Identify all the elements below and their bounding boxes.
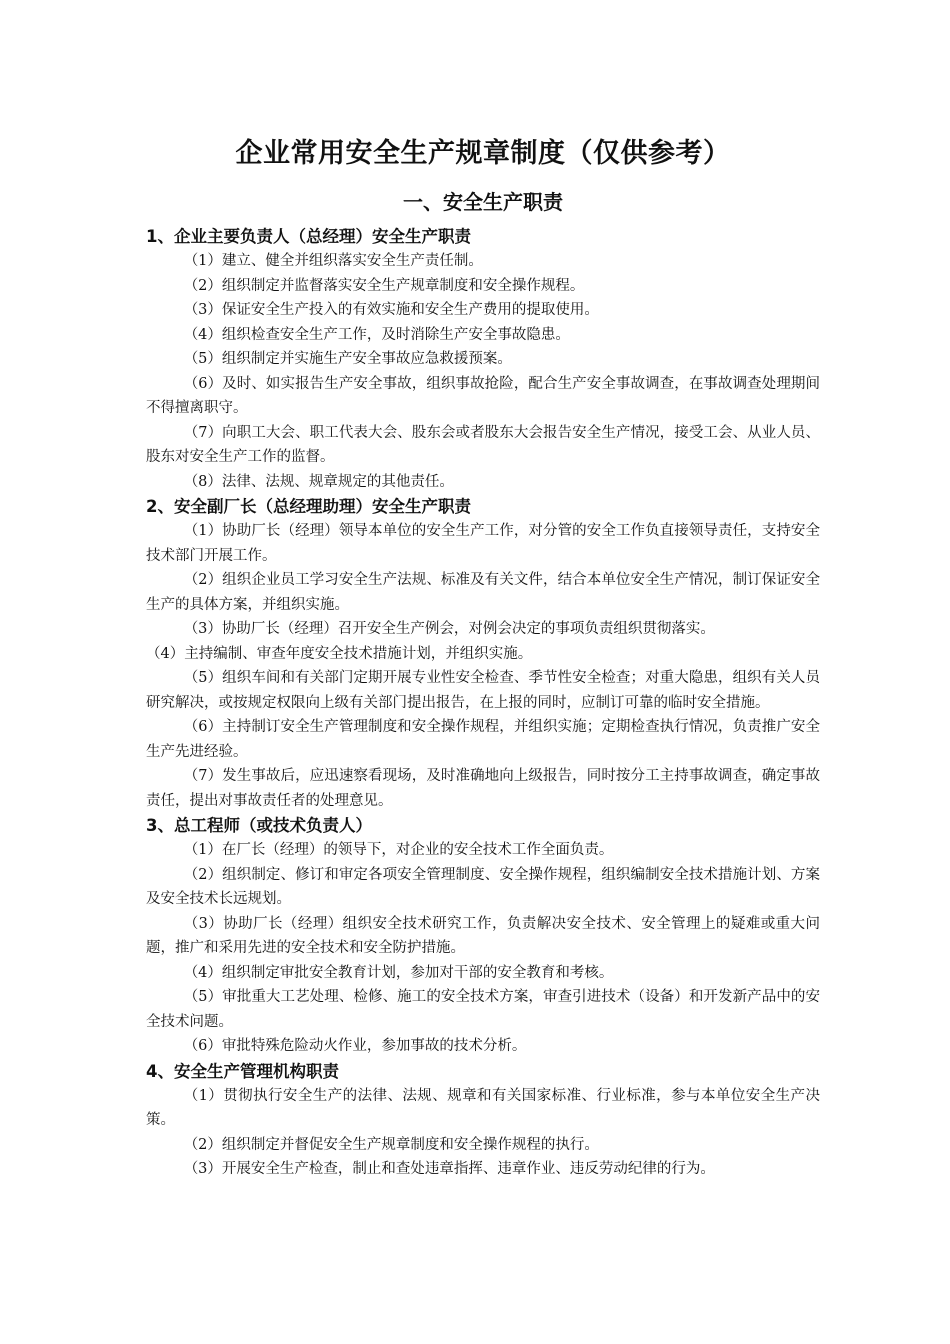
paragraph: （6）主持制订安全生产管理制度和安全操作规程，并组织实施；定期检查执行情况，负责推广安全生产先进经验。	[146, 719, 820, 760]
paragraph: （1）建立、健全并组织落实安全生产责任制。	[183, 253, 483, 269]
paragraph: （1）贯彻执行安全生产的法律、法规、规章和有关国家标准、行业标准，参与本单位安全生产决策。	[146, 1087, 820, 1128]
paragraph: （7）发生事故后，应迅速察看现场，及时准确地向上级报告，同时按分工主持事故调查，确定事故责任，提出对事故责任者的处理意见。	[146, 768, 820, 809]
paragraph: （2）组织企业员工学习安全生产法规、标准及有关文件，结合本单位安全生产情况，制订保证安全生产的具体方案，并组织实施。	[146, 572, 820, 613]
group-2	[146, 494, 820, 813]
paragraph: （3）协助厂长（经理）召开安全生产例会，对例会决定的事项负责组织贯彻落实。	[183, 621, 715, 637]
group-heading: 1、企业主要负责人（总经理）安全生产职责	[146, 227, 471, 246]
paragraph: （8）法律、法规、规章规定的其他责任。	[183, 473, 454, 490]
paragraph: （1）协助厂长（经理）领导本单位的安全生产工作，对分管的安全工作负直接领导责任，支持安全技术部门开展工作。	[146, 523, 820, 564]
group-heading: 3、总工程师（或技术负责人）	[146, 816, 372, 835]
group-1	[146, 224, 820, 494]
paragraph: （3）保证安全生产投入的有效实施和安全生产费用的提取使用。	[183, 302, 599, 318]
paragraph: （3）开展安全生产检查，制止和查处违章指挥、违章作业、违反劳动纪律的行为。	[183, 1161, 715, 1177]
paragraph: （4）主持编制、审查年度安全技术措施计划，并组织实施。	[146, 645, 533, 662]
paragraph: （5）审批重大工艺处理、检修、施工的安全技术方案，审查引进技术（设备）和开发新产品中的安全技术问题。	[146, 989, 820, 1030]
section-title: 一、安全生产职责	[403, 190, 563, 214]
paragraph: （2）组织制定并督促安全生产规章制度和安全操作规程的执行。	[183, 1136, 599, 1153]
paragraph: （7）向职工大会、职工代表大会、股东会或者股东大会报告安全生产情况，接受工会、从业人员、股东对安全生产工作的监督。	[146, 424, 820, 465]
group-heading: 2、安全副厂长（总经理助理）安全生产职责	[146, 497, 471, 516]
paragraph: （3）协助厂长（经理）组织安全技术研究工作，负责解决安全技术、安全管理上的疑难或重大问题，推广和采用先进的安全技术和安全防护措施。	[146, 915, 820, 956]
document-title: 企业常用安全生产规章制度（仅供参考）	[235, 138, 731, 169]
paragraph: （4）组织检查安全生产工作，及时消除生产安全事故隐患。	[183, 326, 570, 343]
paragraph: （6）及时、如实报告生产安全事故，组织事故抢险，配合生产安全事故调查，在事故调查处理期间不得擅离职守。	[146, 375, 820, 416]
paragraph: （2）组织制定、修订和审定各项安全管理制度、安全操作规程，组织编制安全技术措施计划、方案及安全技术长远规划。	[146, 866, 820, 907]
paragraph: （2）组织制定并监督落实安全生产规章制度和安全操作规程。	[183, 277, 585, 294]
paragraph: （6）审批特殊危险动火作业，参加事故的技术分析。	[183, 1038, 527, 1054]
paragraph: （1）在厂长（经理）的领导下，对企业的安全技术工作全面负责。	[183, 842, 614, 858]
group-heading: 4、安全生产管理机构职责	[146, 1061, 339, 1081]
paragraph: （4）组织制定审批安全教育计划，参加对干部的安全教育和考核。	[183, 964, 614, 981]
group-3	[146, 813, 820, 1059]
paragraph: （5）组织制定并实施生产安全事故应急救援预案。	[183, 351, 512, 367]
paragraph: （5）组织车间和有关部门定期开展专业性安全检查、季节性安全检查；对重大隐患，组织有关人员研究解决，或按规定权限向上级有关部门提出报告，在上报的同时，应制订可靠的临时安全措施。	[146, 670, 820, 711]
group-4	[146, 1059, 820, 1182]
